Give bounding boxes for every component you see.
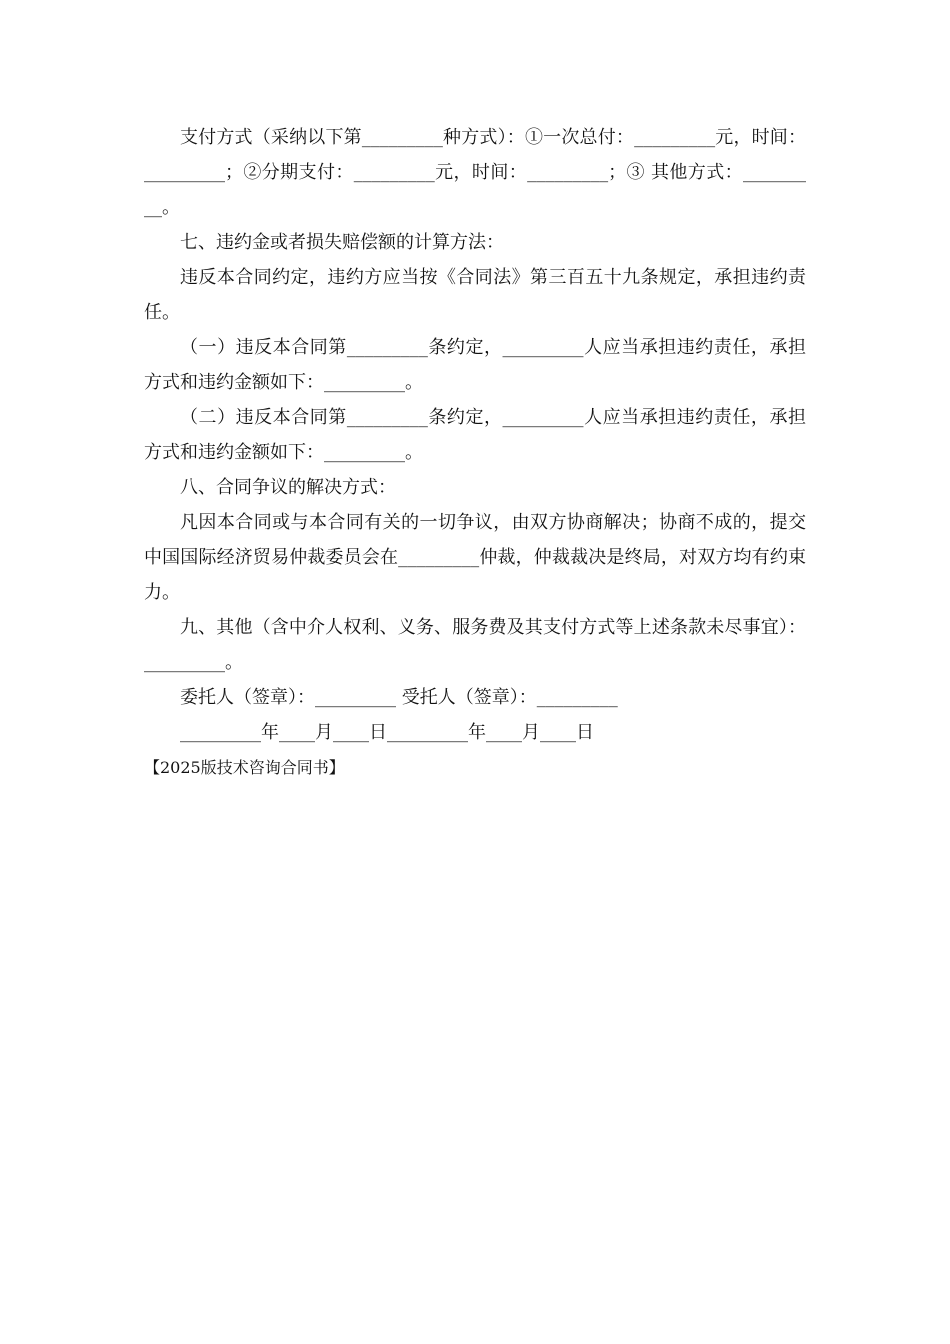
dispute-resolution-paragraph: 凡因本合同或与本合同有关的一切争议，由双方协商解决；协商不成的，提交中国国际经济贸易仲裁委员会在_________仲裁，仲裁裁决是终局，对双方均有约束力。 bbox=[144, 512, 806, 603]
breach-liability-paragraph: 违反本合同约定，违约方应当按《合同法》第三百五十九条规定，承担违约责任。 bbox=[144, 267, 806, 323]
document-footer-title: 【2025版技术咨询合同书】 bbox=[144, 758, 345, 777]
payment-method-paragraph: 支付方式（采纳以下第_________种方式）：①一次总付：_________元，时间：_________；②分期支付：_________元，时间：_________；③ 其他方式：_________。 bbox=[144, 127, 806, 218]
section-eight-heading: 八、合同争议的解决方式： bbox=[180, 477, 396, 498]
document-page bbox=[144, 120, 806, 785]
date-line: _________年____月____日_________年____月____日 bbox=[180, 722, 594, 743]
breach-item-two-paragraph: （二）违反本合同第_________条约定，_________人应当承担违约责任，承担方式和违约金额如下：_________。 bbox=[144, 407, 806, 463]
section-seven-heading: 七、违约金或者损失赔偿额的计算方法： bbox=[180, 232, 504, 253]
section-nine-paragraph: 九、其他（含中介人权利、义务、服务费及其支付方式等上述条款未尽事宜）：_________。 bbox=[144, 617, 806, 673]
signature-line: 委托人（签章）：_________ 受托人（签章）：_________ bbox=[180, 687, 618, 708]
breach-item-one-paragraph: （一）违反本合同第_________条约定，_________人应当承担违约责任，承担方式和违约金额如下：_________。 bbox=[144, 337, 806, 393]
